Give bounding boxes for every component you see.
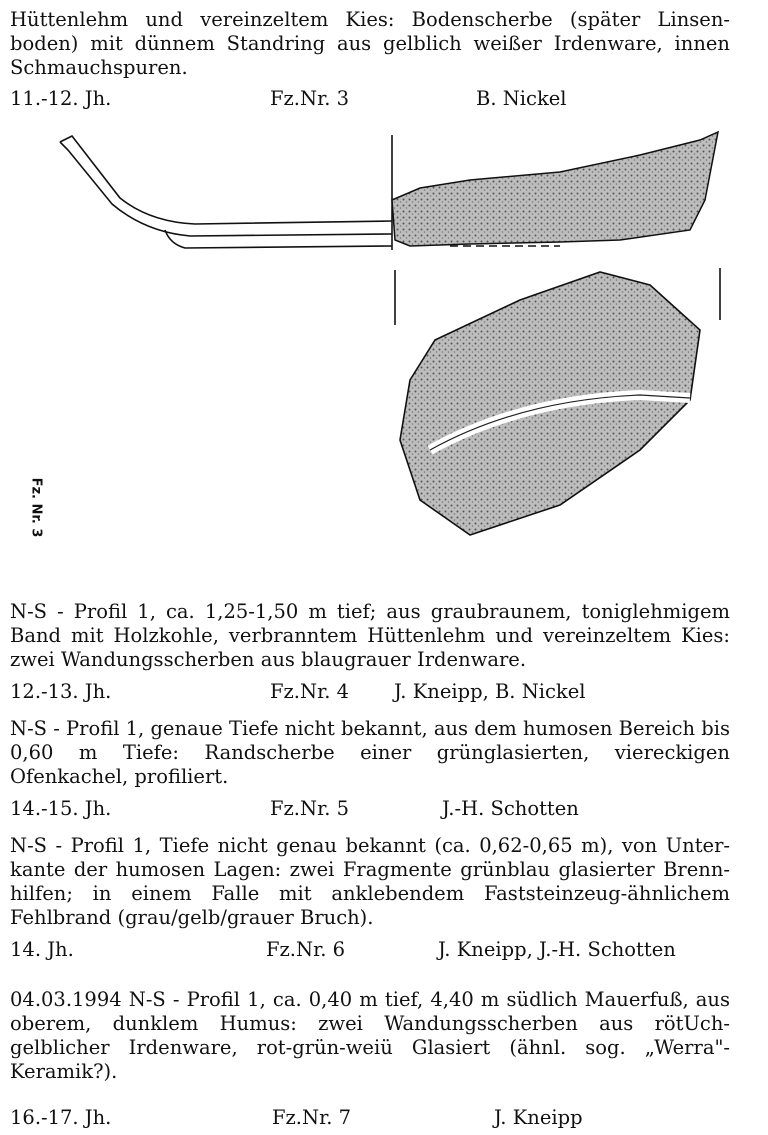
entry-text-fz4: N-S - Profil 1, ca. 1,25-1,50 m tief; aus graubraunem, toniglehmigem Band mit Holzkohle, verbranntem Hüttenlehm und vereinzeltem Kies: zwei Wandungsscherben aus blaugrauer Irdenware. <box>10 600 730 671</box>
entry-finder: J. Kneipp <box>494 1106 583 1129</box>
entry-date: 14.-15. Jh. <box>10 797 112 820</box>
entry-find-number: Fz.Nr. 3 <box>270 87 350 110</box>
drawing-stamp-label: Fz. Nr. 3 <box>28 477 44 538</box>
entry-text-fz7: 04.03.1994 N-S - Profil 1, ca. 0,40 m tief, 4,40 m südlich Mauerfuß, aus oberem, dunklem Humus: zwei Wandungsscherben aus rötUch-gelblicher Irdenware, rot-grün-weiü Glasiert (ähnl. sog. „Werra"-Keramik?). <box>10 988 730 1083</box>
entry-finder: J. Kneipp, J.-H. Schotten <box>438 938 676 961</box>
entry-find-number: Fz.Nr. 5 <box>270 797 350 820</box>
entry-meta-fz7 <box>10 1106 750 1130</box>
entry-date: 14. Jh. <box>10 938 74 961</box>
entry-finder: J. Kneipp, B. Nickel <box>394 680 586 703</box>
profile-section <box>60 135 392 250</box>
entry-meta-fz4 <box>10 680 750 704</box>
entry-meta-fz6 <box>10 938 750 962</box>
entry-text-fz5: N-S - Profil 1, genaue Tiefe nicht bekannt, aus dem humosen Bereich bis 0,60 m Tiefe: Randscherbe einer grünglasierten, viereckigen Ofenkachel, profiliert. <box>10 717 730 788</box>
entry-text-fz6: N-S - Profil 1, Tiefe nicht genau bekannt (ca. 0,62-0,65 m), von Unter-kante der humosen Lagen: zwei Fragmente grünblau glasierter Brenn-hilfen; in einem Falle mit anklebendem Faststeinzeug-ähnlichem Fehlbrand (grau/gelb/grauer Bruch). <box>10 834 730 929</box>
entry-finder: B. Nickel <box>476 87 567 110</box>
entry-meta-fz5 <box>10 797 750 821</box>
entry-date: 16.-17. Jh. <box>10 1106 112 1129</box>
entry-text-fz3: Hüttenlehm und vereinzeltem Kies: Bodenscherbe (später Linsen-boden) mit dünnem Standring aus gelblich weißer Irdenware, innen Schmauchspuren. <box>10 8 730 79</box>
entry-find-number: Fz.Nr. 7 <box>272 1106 352 1129</box>
entry-find-number: Fz.Nr. 6 <box>266 938 346 961</box>
base-fragment-view <box>392 132 718 246</box>
entry-finder: J.-H. Schotten <box>442 797 579 820</box>
entry-date: 12.-13. Jh. <box>10 680 112 703</box>
entry-date: 11.-12. Jh. <box>10 87 112 110</box>
entry-find-number: Fz.Nr. 4 <box>270 680 350 703</box>
